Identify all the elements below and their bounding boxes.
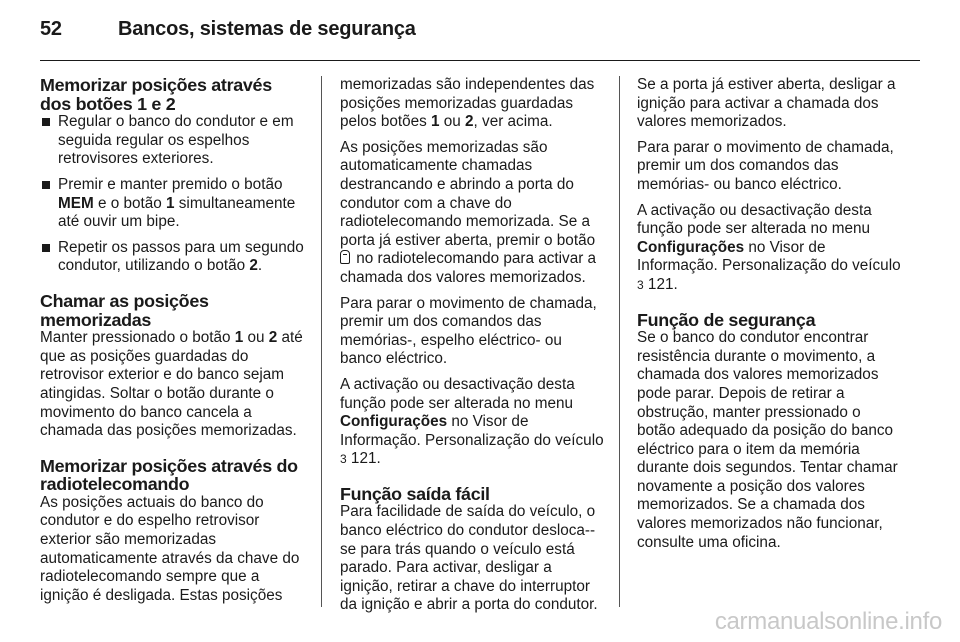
- list-item: Repetir os passos para um segundo condutor, utilizando o botão 2.: [40, 239, 306, 276]
- column-1: [40, 76, 306, 612]
- page-reference-arrow: 3: [637, 277, 644, 292]
- page-header: [40, 18, 416, 41]
- header-rule: [40, 60, 920, 61]
- paragraph: Para parar o movimento de chamada, premir um dos comandos das memórias- ou banco eléctrico.: [637, 138, 894, 193]
- paragraph: Para parar o movimento de chamada, premir um dos comandos das memórias-, espelho eléctrico- ou banco eléctrico.: [340, 294, 597, 368]
- list-item: Regular o banco do condutor e em seguida regular os espelhos retrovisores exteriores.: [40, 113, 306, 169]
- section-title: Memorizar posições através dos botões 1 e 2: [40, 75, 272, 114]
- bullet-icon: [42, 244, 50, 252]
- paragraph: Para facilidade de saída do veículo, o banco eléctrico do condutor desloca--se para trás quando o veículo está parado. Para activar, desligar a ignição, retirar a chave do interruptor da ignição e abrir a porta do condutor.: [340, 503, 598, 614]
- column-divider: [321, 76, 322, 607]
- watermark: carmanualsonline.info: [714, 608, 942, 635]
- list-item: Premir e manter premido o botão MEM e o botão 1 simultaneamente até ouvir um bipe.: [40, 176, 306, 232]
- page-number: 52: [40, 18, 62, 40]
- column-2: [340, 76, 606, 622]
- paragraph: Se o banco do condutor encontrar resistência durante o movimento, a chamada dos valores memorizados pode parar. Depois de retirar a obstrução, manter pressionado o botão adequado da posição do banco eléctrico para o item da memória durante dois segundos. Tentar chamar novamente a posição dos valores memorizados. Se a chamada dos valores memorizados não funcionar, consulte uma oficina.: [637, 329, 898, 551]
- menu-name: Configurações: [637, 238, 745, 256]
- section-title: Memorizar posições através do radiotelecomando: [40, 455, 298, 495]
- paragraph: memorizadas são independentes das posições memorizadas guardadas pelos botões 1 ou 2, ver acima.: [340, 76, 595, 131]
- unlock-key-icon: [340, 250, 350, 264]
- paragraph: Manter pressionado o botão 1 ou 2 até que as posições guardadas do retrovisor exterior e do banco sejam atingidas. Soltar o botão durante o movimento do banco cancela a chamada das posições memorizadas.: [40, 329, 303, 440]
- section-title: Função saída fácil: [340, 483, 490, 504]
- bullet-icon: [42, 181, 50, 189]
- steps-list: [40, 113, 306, 276]
- page-title: Bancos, sistemas de segurança: [118, 18, 416, 40]
- page-reference-arrow: 3: [340, 452, 347, 467]
- section-title: Chamar as posições memorizadas: [40, 290, 209, 330]
- paragraph: A activação ou desactivação desta função pode ser alterada no menu Configurações no Visor de Informação. Personalização do veículo 3 121.: [340, 375, 604, 468]
- paragraph: As posições memorizadas são automaticamente chamadas destrancando e abrindo a porta do condutor com a chave do radiotelecomando memorizada. Se a porta já estiver aberta, premir o botão no radiotelecomando para activar a chamada dos valores memorizados.: [340, 138, 597, 286]
- bullet-icon: [42, 118, 50, 126]
- menu-name: Configurações: [340, 413, 448, 431]
- paragraph: Se a porta já estiver aberta, desligar a ignição para activar a chamada dos valores memorizados.: [637, 76, 896, 131]
- paragraph: As posições actuais do banco do condutor e do espelho retrovisor exterior são memorizadas automaticamente através da chave do radiotelecomando sempre que a ignição é desligada. Estas posições: [40, 493, 300, 604]
- section-title: Função de segurança: [637, 309, 816, 330]
- paragraph: A activação ou desactivação desta função pode ser alterada no menu Configurações no Visor de Informação. Personalização do veículo 3 121.: [637, 201, 901, 293]
- column-3: [637, 76, 903, 559]
- column-divider: [619, 76, 620, 607]
